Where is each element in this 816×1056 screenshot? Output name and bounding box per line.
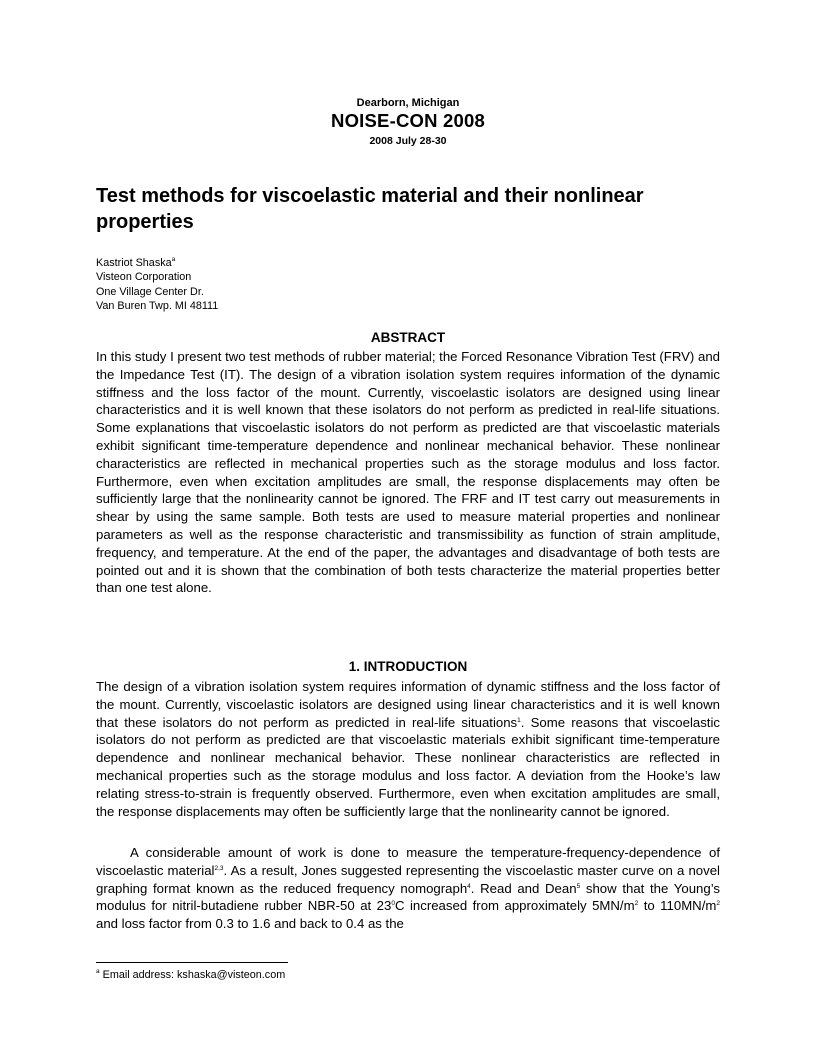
abstract-text: In this study I present two test methods of rubber material; the Forced Resonance Vibration Test (FRV) and the Impedance Test (IT). The design of a vibration isolation system requires information of the dynamic stiffness and the loss factor of the mount. Currently, viscoelastic isolators are designed using linear characteristics and it is well known that these isolators do not perform as predicted in real-life situations. Some explanations that viscoelastic isolators do not perform as predicted are that viscoelastic materials exhibit significant time-temperature dependence and nonlinear mechanical behavior. These nonlinear characteristics are reflected in mechanical properties such as the storage modulus and loss factor. Furthermore, even when excitation amplitudes are small, the response displacements may often be sufficiently large that the nonlinearity cannot be ignored. The FRF and IT test carry out measurements in shear by using the same sample. Both tests are used to measure material properties and nonlinear parameters as well as the response characteristic and transmissibility as function of strain amplitude, frequency, and temperature. At the end of the paper, the advantages and disadvantage of both tests are pointed out and it is shown that the combination of both tests characterize the material properties better than one test alone. (96, 349, 720, 596)
author-name: Kastriot Shaska (96, 257, 172, 269)
footnote-mark: a (96, 968, 100, 975)
footnote-divider (96, 962, 288, 963)
intro-p2-text-e: C increased from approximately 5MN/m (394, 898, 635, 914)
intro-p2-text-g: and loss factor from 0.3 to 1.6 and back to 0.4 as the (96, 916, 404, 932)
introduction-heading: 1. INTRODUCTION (348, 659, 468, 674)
intro-p2-text-f: to 110MN/m (638, 898, 717, 914)
introduction-paragraph-2 (96, 844, 720, 933)
affiliation-mark: a (171, 256, 176, 263)
author-address-line1: One Village Center Dr. (96, 285, 204, 298)
unit-squared-2: 2 (716, 900, 720, 908)
footnote (96, 969, 285, 981)
intro-p2-text-d: show that the Young’s modulus for nitril-butadiene rubber NBR-50 at 23 (96, 880, 721, 914)
author-block (96, 256, 218, 313)
intro-p2-text-b: . As a result, Jones suggested representing the viscoelastic master curve on a novel graphing format known as the reduced frequency nomograph (96, 862, 720, 896)
citation-1: 1 (517, 716, 521, 724)
footnote-email: Email address: kshaska@visteon.com (99, 969, 286, 981)
unit-squared-1: 2 (634, 900, 639, 908)
citation-5: 5 (576, 882, 581, 890)
author-name-line (96, 256, 218, 270)
author-organization: Visteon Corporation (96, 271, 192, 284)
citation-2-3: 2,3 (214, 864, 224, 872)
conference-name: NOISE-CON 2008 (331, 110, 485, 131)
intro-p2-text-c: . Read and Dean (470, 880, 577, 896)
paper-title: Test methods for viscoelastic material and their nonlinear properties (96, 185, 644, 233)
citation-4: 4 (467, 882, 471, 890)
conference-location: Dearborn, Michigan (356, 97, 460, 109)
degree-superscript: 0 (391, 900, 395, 908)
abstract-heading: ABSTRACT (370, 330, 446, 345)
intro-p2-text-a: A considerable amount of work is done to measure the temperature-frequency-dependence of viscoelastic material (96, 845, 720, 878)
author-address-line2: Van Buren Twp. MI 48111 (96, 299, 219, 312)
intro-p1-text-a: The design of a vibration isolation system requires information of dynamic stiffness and the loss factor of the mount. Currently, viscoelastic isolators are designed using linear characteristics and it is well known that these isolators do not perform as predicted in real-life situations (96, 679, 720, 730)
intro-p1-text-b: . Some reasons that viscoelastic isolators do not perform as predicted are that viscoelastic materials exhibit significant time-temperature dependence and nonlinear mechanical behavior. These nonlinear characteristics are reflected in mechanical properties such as the storage modulus and loss factor. A deviation from the Hooke’s law relating stress-to-strain is frequently observed. Furthermore, even when excitation amplitudes are small, the response displacements may often be sufficiently large that the nonlinearity cannot be ignored. (96, 714, 720, 819)
conference-date: 2008 July 28-30 (369, 135, 447, 147)
introduction-paragraph-1 (96, 678, 720, 820)
